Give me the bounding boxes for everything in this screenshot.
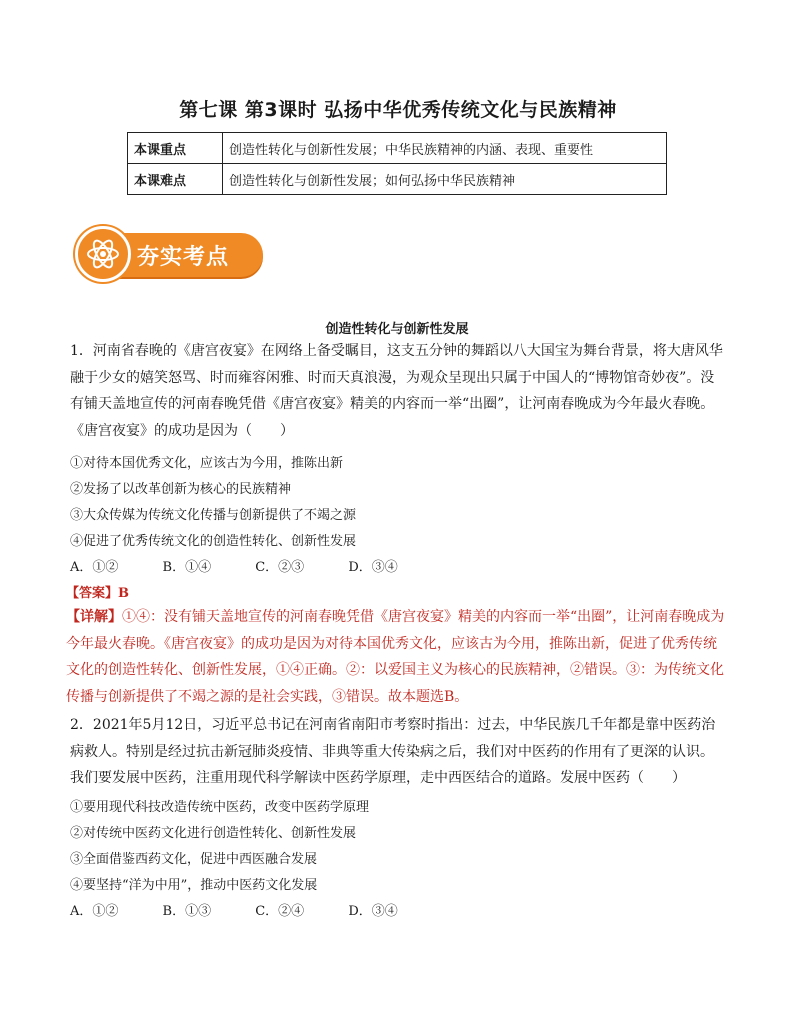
table-row (128, 133, 667, 164)
table-value: 创造性转化与创新性发展；如何弘扬中华民族精神 (223, 164, 667, 195)
banner-circle (75, 226, 131, 282)
table-row (128, 164, 667, 195)
choice-c: C．②③ (255, 560, 305, 575)
question-2-option: ④要坚持“洋为中用”，推动中医药文化发展 (70, 878, 318, 893)
section-banner (75, 226, 268, 283)
choice-a: A．①② (70, 560, 119, 575)
question-2-stem: 2．2021年5月12日，习近平总书记在河南省南阳市考察时指出：过去，中华民族几千年都是靠中医药治病救人。特别是经过抗击新冠肺炎疫情、非典等重大传染病之后，我们对中医药的作用有了更深的认识。我们要发展中医药，注重用现代科学解读中医药学原理，走中西医结合的道路。发展中医药（ ） (70, 717, 716, 786)
choice-a: A．①② (70, 904, 119, 919)
question-1-stem: 1．河南省春晚的《唐宫夜宴》在网络上备受瞩目，这支五分钟的舞蹈以八大国宝为舞台背景，将大唐风华融于少女的嬉笑怒骂、时而雍容闲雅、时而天真浪漫，为观众呈现出只属于中国人的“博物馆奇妙夜”。没有铺天盖地宣传的河南春晚凭借《唐宫夜宴》精美的内容而一举“出圈”，让河南春晚成为今年最火春晚。《唐宫夜宴》的成功是因为（ ） (70, 343, 723, 439)
page-title: 第七课 第3课时 弘扬中华优秀传统文化与民族精神 (179, 99, 617, 121)
answer-value: B (118, 586, 130, 601)
answer-line (66, 582, 129, 601)
answer-label: 【答案】 (66, 586, 119, 601)
detail-label: 【详解】 (66, 609, 122, 625)
question-2-option: ①要用现代科技改造传统中医药，改变中医药学原理 (70, 800, 370, 815)
question-2-choices (70, 900, 438, 919)
table-key: 本课难点 (128, 164, 223, 195)
question-1-option: ④促进了优秀传统文化的创造性转化、创新性发展 (70, 534, 357, 549)
table-value: 创造性转化与创新性发展；中华民族精神的内涵、表现、重要性 (223, 133, 667, 164)
table-key: 本课重点 (128, 133, 223, 164)
question-2-option: ③全面借鉴西药文化，促进中西医融合发展 (70, 852, 318, 867)
question-1-option: ①对待本国优秀文化，应该古为今用，推陈出新 (70, 456, 344, 471)
choice-c: C．②④ (255, 904, 305, 919)
choice-b: B．①④ (162, 560, 212, 575)
detail-text: ①④：没有铺天盖地宣传的河南春晚凭借《唐宫夜宴》精美的内容而一举“出圈”，让河南春晚成为今年最火春晚。《唐宫夜宴》的成功是因为对待本国优秀文化，应该古为今用，推陈出新，促进了优秀传统文化的创造性转化、创新性发展，①④正确。②：以爱国主义为核心的民族精神，②错误。③：为传统文化传播与创新提供了不竭之源的是社会实践，③错误。故本题选B。 (66, 609, 725, 705)
atom-icon (86, 237, 120, 271)
question-1-option: ③大众传媒为传统文化传播与创新提供了不竭之源 (70, 508, 357, 523)
question-2-option: ②对传统中医药文化进行创造性转化、创新性发展 (70, 826, 357, 841)
banner-label: 夯实考点 (137, 245, 230, 270)
choice-b: B．①③ (162, 904, 212, 919)
lesson-focus-table (127, 132, 667, 195)
section-title: 创造性转化与创新性发展 (325, 322, 469, 337)
question-1-option: ②发扬了以改革创新为核心的民族精神 (70, 482, 292, 497)
choice-d: D．③④ (348, 560, 398, 575)
choice-d: D．③④ (348, 904, 398, 919)
question-1-choices (70, 556, 438, 575)
detail-explanation (66, 604, 726, 710)
